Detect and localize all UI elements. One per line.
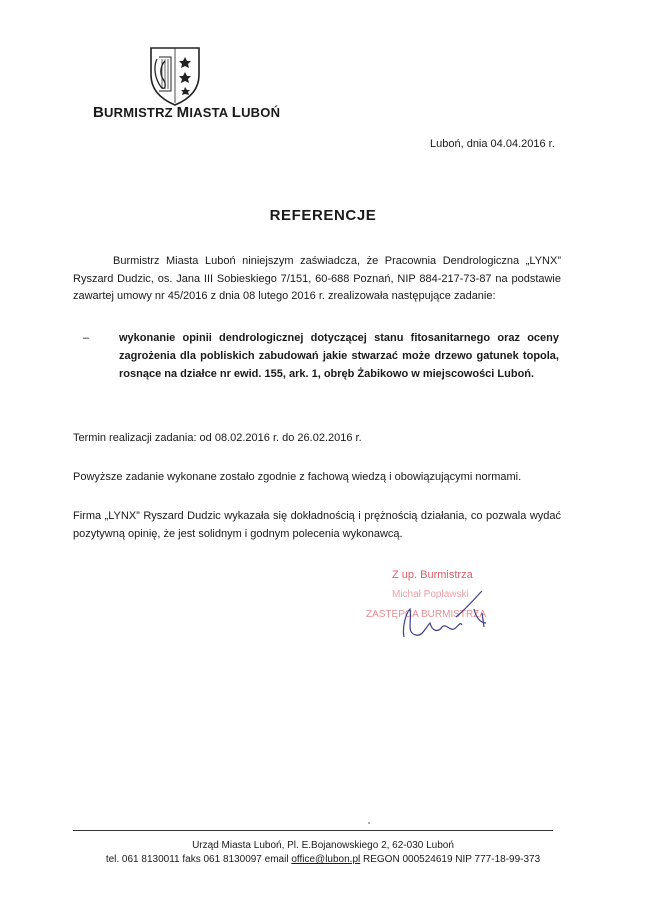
term-line: Termin realizacji zadania: od 08.02.2016 r. do 26.02.2016 r. (73, 432, 362, 444)
list-dash: – (83, 332, 90, 344)
footer-address: Urząd Miasta Luboń, Pl. E.Bojanowskiego 2, 62-030 Luboń (192, 840, 454, 851)
firm-paragraph: Firma „LYNX” Ryszard Dudzic wykazała się dokładnością i prężnością działania, co pozwala wydać pozytywną opinię, że jest solidnym i godnym polecenia wykonawcą. (73, 510, 561, 540)
document-title: REFERENCJE (269, 207, 377, 224)
date-line: Luboń, dnia 04.04.2016 r. (430, 138, 555, 150)
email-link[interactable]: office@lubon.pl (291, 854, 361, 865)
footer-contact: tel. 061 8130011 faks 061 8130097 email office@lubon.pl REGON 000524619 NIP 777-18-99-373 (105, 854, 541, 865)
handwritten-signature (396, 587, 496, 647)
stamp-line-1: Z up. Burmistrza (392, 569, 473, 581)
speck (368, 822, 370, 824)
stamp-line-3: ZASTĘPCA BURMISTRZA (366, 609, 487, 620)
outcome-line: Powyższe zadanie wykonane zostało zgodnie z fachową wiedzą i obowiązującymi normami. (73, 471, 522, 483)
office-name: BURMISTRZ MIASTA LUBOŃ (93, 104, 281, 121)
coat-of-arms-icon (147, 45, 203, 107)
signature-stamp (356, 565, 496, 655)
task-text: wykonanie opinii dendrologicznej dotyczącej stanu fitosanitarnego oraz oceny zagrożenia dla pobliskich zabudowań jakie stwarzać może drzewo gatunek topola, rosnące na działce nr ewid. 155, ark. 1, obręb Żabikowo w miejscowości Luboń. (119, 332, 559, 380)
stamp-line-2: Michał Popławski (392, 589, 469, 600)
intro-paragraph: Burmistrz Miasta Luboń niniejszym zaświadcza, że Pracownia Dendrologiczna „LYNX” Ryszard Dudzic, os. Jana III Sobieskiego 7/151, 60-688 Poznań, NIP 884-217-73-87 na podstawie zawartej umowy nr 45/2016 z dnia 08 lutego 2016 r. zrealizowała następujące zadanie: (73, 255, 561, 302)
footer-divider (73, 830, 553, 831)
